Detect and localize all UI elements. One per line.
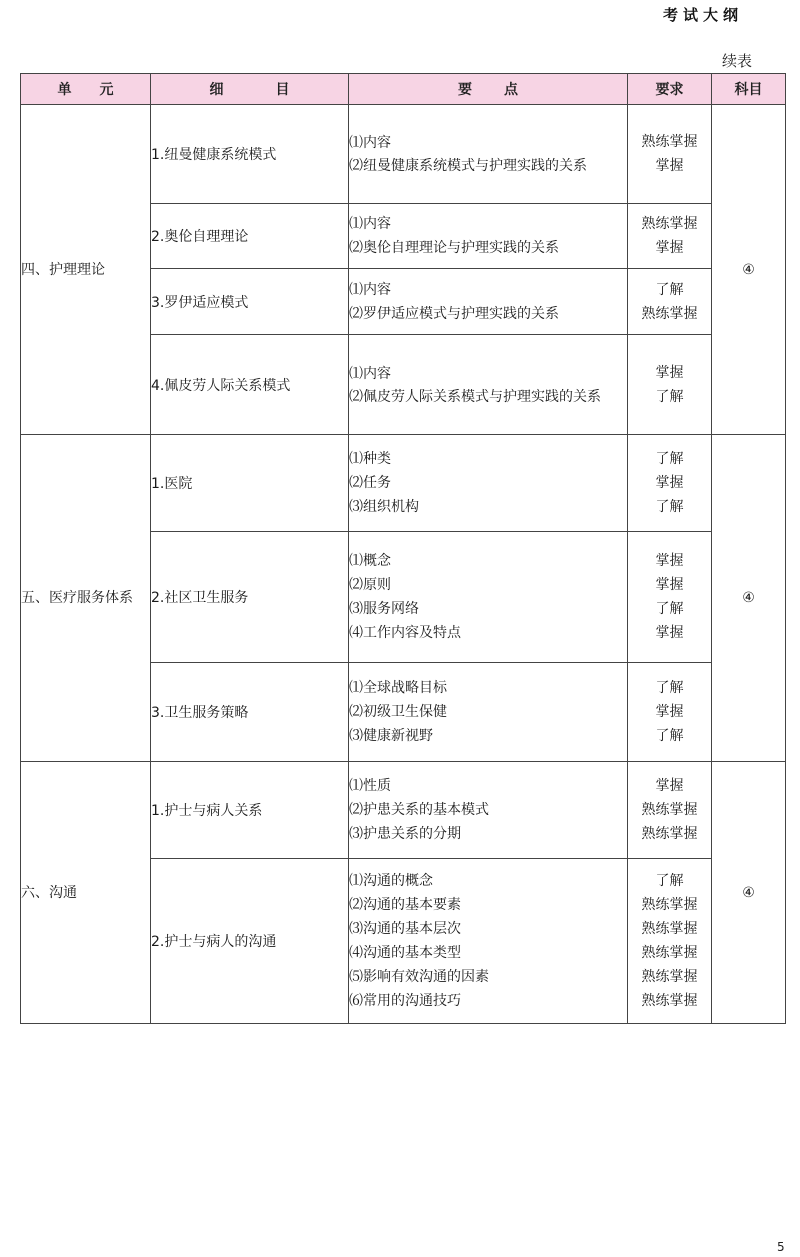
- point-line: ⑶沟通的基本层次: [349, 921, 461, 937]
- points-cell: [349, 762, 628, 859]
- exam-outline-table: [20, 73, 786, 1024]
- page-number: 5: [777, 1240, 785, 1254]
- header-requirement: 要求: [628, 74, 712, 105]
- points-cell: [349, 105, 628, 204]
- point-line: ⑸影响有效沟通的因素: [349, 969, 489, 985]
- requirement-line: 熟练掌握: [641, 969, 698, 985]
- points-cell: [349, 335, 628, 435]
- point-line: ⑶健康新视野: [349, 728, 433, 744]
- requirement-cell: [628, 663, 712, 762]
- unit-cell: 四、护理理论: [21, 105, 151, 435]
- requirement-line: 熟练掌握: [641, 921, 698, 937]
- subject-cell: ④: [712, 762, 786, 1024]
- point-line: ⑵初级卫生保健: [349, 704, 447, 720]
- requirement-line: 熟练掌握: [641, 216, 698, 232]
- requirement-cell: [628, 269, 712, 335]
- item-cell: 1.纽曼健康系统模式: [151, 105, 349, 204]
- header-subject: 科目: [712, 74, 786, 105]
- point-line: ⑹常用的沟通技巧: [349, 993, 461, 1009]
- requirement-line: 了解: [655, 601, 684, 617]
- header-unit: 单 元: [21, 74, 151, 105]
- requirement-line: 了解: [655, 281, 684, 298]
- point-line: ⑵罗伊适应模式与护理实践的关系: [349, 305, 559, 322]
- requirement-line: 了解: [655, 451, 684, 467]
- requirement-line: 掌握: [655, 240, 684, 256]
- header-points: 要 点: [349, 74, 628, 105]
- point-line: ⑴内容: [349, 365, 391, 382]
- requirement-line: 了解: [655, 388, 684, 405]
- item-cell: 3.卫生服务策略: [151, 663, 349, 762]
- point-line: ⑵原则: [349, 577, 391, 593]
- point-line: ⑴沟通的概念: [349, 873, 433, 889]
- point-line: ⑷工作内容及特点: [349, 625, 461, 641]
- requirement-line: 熟练掌握: [641, 826, 698, 842]
- requirement-cell: [628, 762, 712, 859]
- requirement-line: 熟练掌握: [641, 897, 698, 913]
- requirement-line: 掌握: [655, 364, 684, 381]
- item-cell: 2.社区卫生服务: [151, 532, 349, 663]
- point-line: ⑶护患关系的分期: [349, 826, 461, 842]
- item-cell: 1.医院: [151, 435, 349, 532]
- requirement-line: 掌握: [655, 475, 684, 491]
- requirement-cell: [628, 105, 712, 204]
- requirement-line: 了解: [655, 873, 684, 889]
- point-line: ⑶组织机构: [349, 499, 419, 515]
- requirement-line: 熟练掌握: [641, 802, 698, 818]
- points-cell: [349, 532, 628, 663]
- item-cell: 2.奥伦自理理论: [151, 204, 349, 269]
- point-line: ⑴概念: [349, 553, 391, 569]
- unit-cell: 六、沟通: [21, 762, 151, 1024]
- requirement-cell: [628, 532, 712, 663]
- requirement-line: 掌握: [655, 553, 684, 569]
- item-cell: 2.护士与病人的沟通: [151, 859, 349, 1024]
- continued-label: 续表: [722, 52, 753, 70]
- page-header-title: 考试大纲: [663, 6, 744, 24]
- point-line: ⑵纽曼健康系统模式与护理实践的关系: [349, 158, 587, 174]
- point-line: ⑵佩皮劳人际关系模式与护理实践的关系: [349, 388, 601, 405]
- point-line: ⑵沟通的基本要素: [349, 897, 461, 913]
- requirement-cell: [628, 859, 712, 1024]
- item-cell: 3.罗伊适应模式: [151, 269, 349, 335]
- requirement-line: 熟练掌握: [641, 305, 698, 322]
- point-line: ⑶服务网络: [349, 601, 419, 617]
- requirement-line: 了解: [655, 680, 684, 696]
- unit-cell: 五、医疗服务体系: [21, 435, 151, 762]
- point-line: ⑴内容: [349, 281, 391, 298]
- item-cell: 4.佩皮劳人际关系模式: [151, 335, 349, 435]
- requirement-cell: [628, 204, 712, 269]
- requirement-line: 了解: [655, 728, 684, 744]
- requirement-line: 熟练掌握: [641, 134, 698, 150]
- points-cell: [349, 859, 628, 1024]
- points-cell: [349, 663, 628, 762]
- point-line: ⑴全球战略目标: [349, 680, 447, 696]
- subject-cell: ④: [712, 435, 786, 762]
- table-row: [21, 435, 786, 532]
- header-item: 细 目: [151, 74, 349, 105]
- table-header-row: [21, 74, 786, 105]
- point-line: ⑴性质: [349, 778, 391, 794]
- requirement-line: 掌握: [655, 704, 684, 720]
- points-cell: [349, 204, 628, 269]
- requirement-cell: [628, 435, 712, 532]
- requirement-line: 掌握: [655, 577, 684, 593]
- point-line: ⑵任务: [349, 475, 391, 491]
- requirement-line: 熟练掌握: [641, 993, 698, 1009]
- point-line: ⑷沟通的基本类型: [349, 945, 461, 961]
- point-line: ⑵奥伦自理理论与护理实践的关系: [349, 240, 559, 256]
- point-line: ⑴种类: [349, 451, 391, 467]
- point-line: ⑴内容: [349, 135, 391, 151]
- point-line: ⑵护患关系的基本模式: [349, 802, 489, 818]
- subject-cell: ④: [712, 105, 786, 435]
- item-cell: 1.护士与病人关系: [151, 762, 349, 859]
- table-row: [21, 762, 786, 859]
- points-cell: [349, 435, 628, 532]
- requirement-line: 掌握: [655, 158, 684, 174]
- requirement-cell: [628, 335, 712, 435]
- table-row: [21, 105, 786, 204]
- requirement-line: 掌握: [655, 625, 684, 641]
- points-cell: [349, 269, 628, 335]
- requirement-line: 掌握: [655, 778, 684, 794]
- requirement-line: 熟练掌握: [641, 945, 698, 961]
- point-line: ⑴内容: [349, 216, 391, 232]
- requirement-line: 了解: [655, 499, 684, 515]
